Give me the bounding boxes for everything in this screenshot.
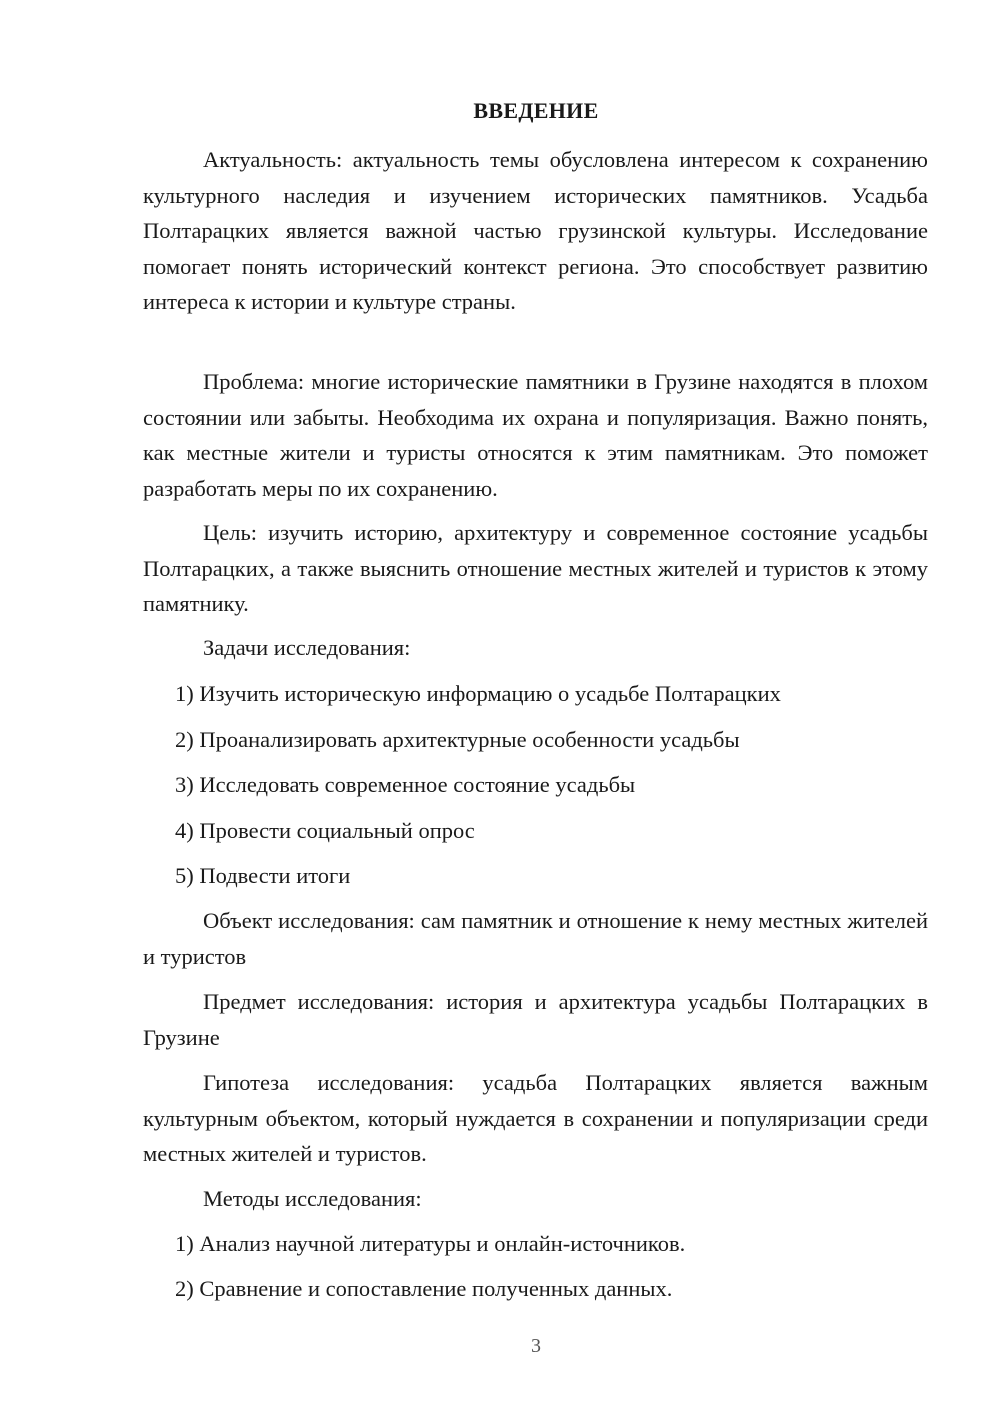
page-number: 3: [531, 1335, 541, 1357]
task-item: 5) Подвести итоги: [175, 863, 351, 888]
tasks-label: Задачи исследования:: [203, 635, 411, 660]
section-heading: ВВЕДЕНИЕ: [473, 98, 599, 123]
method-item: 1) Анализ научной литературы и онлайн-источников.: [175, 1231, 686, 1256]
hypothesis-paragraph: Гипотеза исследования: усадьба Полтарацких является важным культурным объектом, который нуждается в сохранении и популяризации среди местных жителей и туристов.: [143, 1070, 928, 1166]
goal-paragraph: Цель: изучить историю, архитектуру и современное состояние усадьбы Полтарацких, а также выяснить отношение местных жителей и туристов к этому памятнику.: [143, 520, 928, 616]
object-paragraph: Объект исследования: сам памятник и отношение к нему местных жителей и туристов: [143, 908, 928, 969]
task-item: 4) Провести социальный опрос: [175, 818, 475, 843]
subject-paragraph: Предмет исследования: история и архитектура усадьбы Полтарацких в Грузине: [143, 989, 928, 1050]
task-item: 1) Изучить историческую информацию о усадьбе Полтарацких: [175, 681, 781, 706]
methods-label: Методы исследования:: [203, 1186, 422, 1211]
task-item: 2) Проанализировать архитектурные особенности усадьбы: [175, 727, 740, 752]
task-item: 3) Исследовать современное состояние усадьбы: [175, 772, 636, 797]
relevance-paragraph: Актуальность: актуальность темы обусловлена интересом к сохранению культурного наследия и изучением исторических памятников. Усадьба Полтарацких является важной частью грузинской культуры. Исследование помогает понять исторический контекст региона. Это способствует развитию интереса к истории и культуре страны.: [143, 147, 928, 314]
problem-paragraph: Проблема: многие исторические памятники в Грузине находятся в плохом состоянии или забыты. Необходима их охрана и популяризация. Важно понять, как местные жители и туристы относятся к этим памятникам. Это поможет разработать меры по их сохранению.: [143, 369, 928, 501]
method-item: 2) Сравнение и сопоставление полученных данных.: [175, 1276, 673, 1301]
